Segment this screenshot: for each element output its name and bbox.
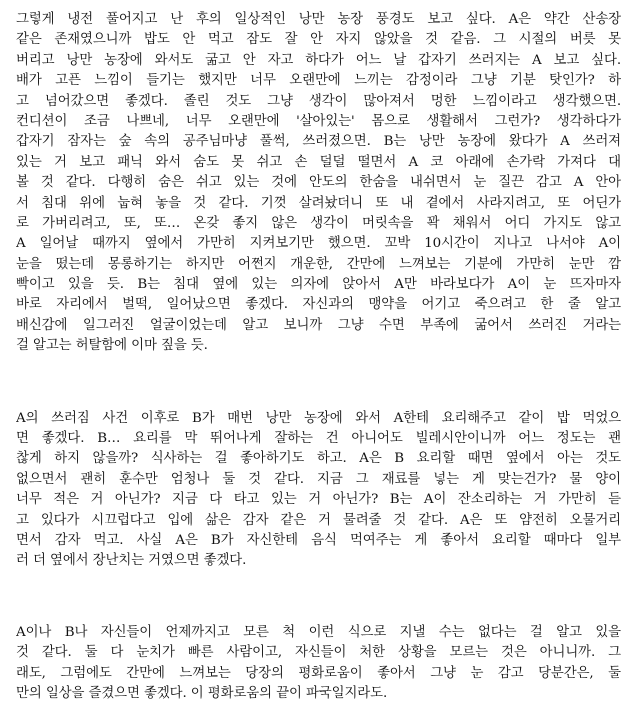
text-line: 볼 것 같다. 다행히 숨은 쉬고 있는 것에 안도의 한숨을 내쉬면서 눈 질끈 감고 A 안아 <box>16 175 621 191</box>
text-line: 면 좋겠다. B… 요리를 막 뛰어나게 잘하는 건 아니어도 빌레시안이니까 어느 정도는 괜 <box>16 431 621 447</box>
text-line: 만의 일상을 즐겼으면 좋겠다. 이 평화로움의 끝이 파국일지라도. <box>16 685 388 701</box>
text-line: 러 더 옆에서 장난치는 거였으면 좋겠다. <box>16 553 247 569</box>
paragraph-spacer <box>16 572 621 623</box>
text-line: 눈을 떴는데 몽롱하기는 하지만 어쩐지 개운한, 간만에 느껴보는 기분에 가만히 눈만 깜 <box>16 256 621 272</box>
text-line: 고 넘어갔으면 좋겠다. 졸린 것도 그냥 생각이 많아져서 멍한 느낌이라고 생각했으면. <box>16 93 621 109</box>
paragraph-1 <box>16 10 621 357</box>
text-line: 것 같다. 둘 다 눈치가 빠른 사람이고, 자신들이 처한 상황을 모르는 것은 아니니까. 그 <box>16 645 621 661</box>
text-line: 서 침대 위에 눕혀 놓을 것 같다. 기껏 살려놨더니 또 내 곁에서 사라지려고, 또 어딘가 <box>16 195 621 211</box>
text-line: A 일어날 때까지 옆에서 가만히 지켜보기만 했으면. 꼬박 10시간이 지나고 나서야 A이 <box>16 236 621 252</box>
text-line: 바로 자리에서 벌떡, 일어났으면 좋겠다. 자신과의 맹약을 어기고 죽으려고 한 줄 알고 <box>16 297 621 313</box>
text-line: 있는 거 보고 패닉 와서 숨도 못 쉬고 손 덜덜 떨면서 A 코 아래에 손가락 가져다 대 <box>16 154 621 170</box>
text-line: 빡이고 있을 듯. B는 침대 옆에 있는 의자에 앉아서 A만 바라보다가 A이 눈 뜨자마자 <box>16 277 621 293</box>
text-line: 걸 알고는 허탈함에 이마 짚을 듯. <box>16 338 208 354</box>
text-line: 고 있다가 시끄럽다고 입에 삶은 감자 같은 거 물려줄 것 같다. A은 또 얌전히 오물거리 <box>16 512 621 528</box>
text-line: 래도, 그럼에도 간만에 느껴보는 당장의 평화로움이 좋아서 그냥 눈 감고 당분간은, 둘 <box>16 665 621 681</box>
text-line: 버리고 낭만 농장에 와서도 굶고 안 자고 하다가 어느 날 갑자기 쓰러지는 A 보고 싶다. <box>16 52 621 68</box>
text-line: 로 가버리려고, 또, 또… 온갖 좋지 않은 생각이 머릿속을 꽉 채워서 어디 가지도 않고 <box>16 215 621 231</box>
paragraph-2 <box>16 409 621 572</box>
text-line: A이나 B나 자신들이 언제까지고 모른 척 이런 식으로 지낼 수는 없다는 걸 알고 있을 <box>16 624 621 640</box>
text-line: 같은 존재였으니까 밥도 안 먹고 잠도 잘 안 자지 않았을 것 같음. 그 시절의 버릇 못 <box>16 32 621 48</box>
text-line: 면서 감자 먹고. 사실 A은 B가 자신한테 음식 먹여주는 게 좋아서 요리할 때마다 일부 <box>16 532 621 548</box>
text-line: 컨디션이 조금 나쁘네, 너무 오랜만에 '살아있는' 몸으로 생활해서 그런가? 생각하다가 <box>16 113 621 129</box>
text-line: 없으면서 괜히 훈수만 엄청나 둘 것 같다. 지금 그 재료를 넣는 게 맞는건가? 물 양이 <box>16 471 621 487</box>
text-line: 갑자기 잠자는 숲 속의 공주님마냥 풀썩, 쓰러졌으면. B는 낭만 농장에 왔다가 A 쓰러져 <box>16 134 621 150</box>
text-line: A의 쓰러짐 사건 이후로 B가 매번 낭만 농장에 와서 A한테 요리해주고 같이 밥 먹었으 <box>16 410 621 426</box>
text-line: 배가 고픈 느낌이 들기는 했지만 너무 오랜만에 느끼는 감정이라 그냥 기분 탓인가? 하 <box>16 73 621 89</box>
text-line: 찮게 하지 않을까? 식사하는 걸 좋아하기도 하고. A은 B 요리할 때면 옆에서 아는 것도 <box>16 451 621 467</box>
paragraph-spacer <box>16 357 621 409</box>
text-line: 너무 적은 거 아닌가? 지금 다 타고 있는 거 아닌가? B는 A이 잔소리하는 거 가만히 듣 <box>16 492 621 508</box>
text-line: 그렇게 냉전 풀어지고 난 후의 일상적인 낭만 농장 풍경도 보고 싶다. A은 약간 산송장 <box>16 12 621 27</box>
text-line: 배신감에 일그러진 얼굴이었는데 알고 보니까 그냥 수면 부족에 굶어서 쓰러진 거라는 <box>16 317 621 333</box>
paragraph-3 <box>16 623 621 704</box>
document-body <box>16 10 621 704</box>
